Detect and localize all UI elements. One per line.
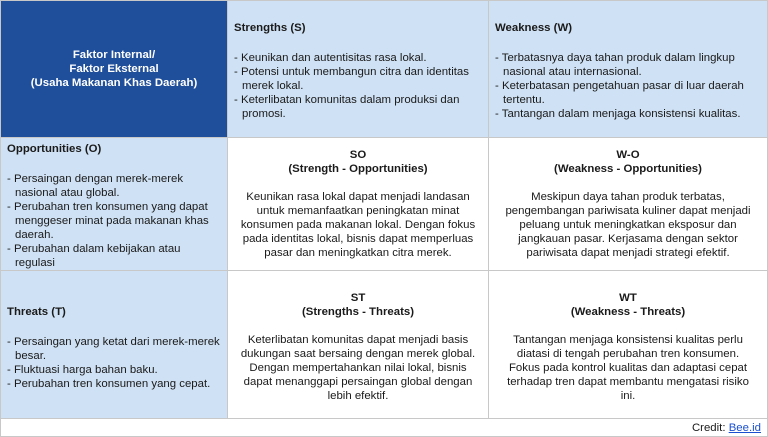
strengths-list bbox=[234, 51, 482, 121]
opportunities-row bbox=[1, 138, 768, 271]
weakness-item: - Tantangan dalam menjaga konsistensi kualitas. bbox=[495, 107, 761, 121]
so-description: Keunikan rasa lokal dapat menjadi landasan untuk memanfaatkan peningkatan minat konsumen pada makanan lokal. Dengan fokus pada identitas lokal, bisnis dapat memperluas pasar dan meningkatkan citra merek. bbox=[240, 191, 476, 259]
threats-list bbox=[7, 335, 221, 391]
credit-label: Credit: bbox=[691, 421, 726, 434]
weakness-title: Weakness (W) bbox=[495, 22, 573, 34]
threats-row bbox=[1, 271, 768, 419]
header-row bbox=[1, 1, 768, 138]
credit-link[interactable]: Bee.id bbox=[728, 421, 761, 434]
corner-line-3: (Usaha Makanan Khas Daerah) bbox=[30, 77, 198, 89]
corner-line-2: Faktor Eksternal bbox=[69, 63, 159, 75]
strengths-title: Strengths (S) bbox=[234, 22, 306, 34]
threats-title: Threats (T) bbox=[7, 306, 66, 318]
opportunities-item: - Perubahan tren konsumen yang dapat menggeser minat pada makanan khas daerah. bbox=[7, 200, 221, 242]
so-code: SO bbox=[349, 149, 367, 161]
strengths-item: - Keterlibatan komunitas dalam produksi dan promosi. bbox=[234, 93, 482, 121]
weakness-list bbox=[495, 51, 761, 121]
st-name: (Strengths - Threats) bbox=[301, 306, 414, 318]
credit-cell bbox=[1, 419, 768, 437]
wt-code: WT bbox=[619, 292, 637, 304]
corner-cell bbox=[1, 1, 228, 138]
wt-description: Tantangan menjaga konsistensi kualitas perlu diatasi di tengah perubahan tren konsumen. Fokus pada kontrol kualitas dan adaptasi cepat terhadap tren dapat membantu mengatasi risiko ini. bbox=[507, 334, 749, 402]
st-description: Keterlibatan komunitas dapat menjadi basis dukungan saat bersaing dengan merek global. Dengan mempertahankan nilai lokal, bisnis dapat menanggapi persaingan global dengan lebih efektif. bbox=[240, 334, 476, 402]
opportunities-title: Opportunities (O) bbox=[7, 143, 102, 155]
strengths-item: - Keunikan dan autentisitas rasa lokal. bbox=[234, 51, 482, 65]
wo-description: Meskipun daya tahan produk terbatas, pengembangan pariwisata kuliner dapat menjadi peluang untuk meningkatkan eksposur dan jangkauan pasar. Kerjasama dengan sektor pariwisata dapat menjadi strategi efektif. bbox=[505, 191, 751, 259]
threats-item: - Perubahan tren konsumen yang cepat. bbox=[7, 377, 221, 391]
wt-strategy-cell bbox=[489, 271, 768, 419]
st-code: ST bbox=[350, 292, 366, 304]
threats-cell bbox=[1, 271, 228, 419]
wo-code: W-O bbox=[616, 149, 640, 161]
weakness-item: - Keterbatasan pengetahuan pasar di luar daerah tertentu. bbox=[495, 79, 761, 107]
so-name: (Strength - Opportunities) bbox=[288, 163, 428, 175]
threats-item: - Persaingan yang ketat dari merek-merek besar. bbox=[7, 335, 221, 363]
wo-strategy-cell bbox=[489, 138, 768, 271]
weakness-cell bbox=[489, 1, 768, 138]
wt-name: (Weakness - Threats) bbox=[570, 306, 686, 318]
corner-line-1: Faktor Internal/ bbox=[72, 49, 156, 61]
opportunities-item: - Persaingan dengan merek-merek nasional atau global. bbox=[7, 172, 221, 200]
credit-row bbox=[1, 419, 768, 437]
wo-name: (Weakness - Opportunities) bbox=[554, 163, 702, 175]
so-strategy-cell bbox=[228, 138, 489, 271]
opportunities-item: - Perubahan dalam kebijakan atau regulasi bbox=[7, 242, 221, 270]
weakness-item: - Terbatasnya daya tahan produk dalam lingkup nasional atau internasional. bbox=[495, 51, 761, 79]
strengths-cell bbox=[228, 1, 489, 138]
opportunities-cell bbox=[1, 138, 228, 271]
opportunities-list bbox=[7, 172, 221, 270]
st-strategy-cell bbox=[228, 271, 489, 419]
strengths-item: - Potensi untuk membangun citra dan identitas merek lokal. bbox=[234, 65, 482, 93]
threats-item: - Fluktuasi harga bahan baku. bbox=[7, 363, 221, 377]
